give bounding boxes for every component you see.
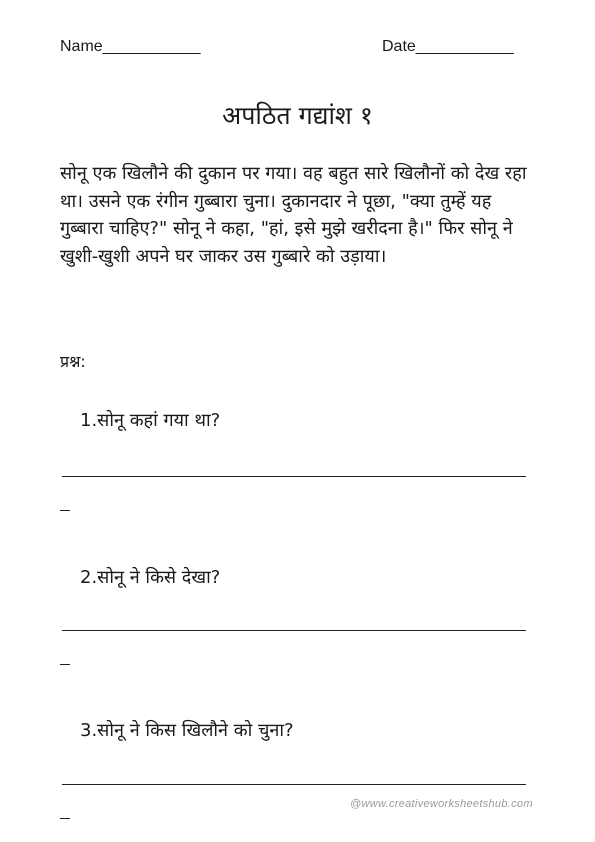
answer-line-3-tail	[60, 818, 70, 819]
date-field[interactable]: Date___________	[382, 38, 514, 55]
answer-line-3[interactable]	[62, 784, 526, 785]
answer-line-1[interactable]	[62, 476, 526, 477]
answer-line-2[interactable]	[62, 630, 526, 631]
question-1: 1.सोनू कहां गया था?	[80, 410, 221, 431]
passage-text: सोनू एक खिलौने की दुकान पर गया। वह बहुत सारे खिलौनों को देख रहा था। उसने एक रंगीन गुब्बारा चुना। दुकानदार ने पूछा, "क्या तुम्हें यह गुब्बारा चाहिए?" सोनू ने कहा, "हां, इसे मुझे खरीदना है।" फिर सोनू ने खुशी-खुशी अपने घर जाकर उस गुब्बारे को उड़ाया।	[60, 163, 527, 267]
worksheet-title: अपठित गद्यांश १	[222, 101, 373, 130]
question-2: 2.सोनू ने किसे देखा?	[80, 567, 221, 588]
answer-line-1-tail	[60, 510, 70, 511]
name-field[interactable]: Name___________	[60, 38, 201, 55]
questions-label: प्रश्न:	[60, 352, 86, 371]
question-3: 3.सोनू ने किस खिलौने को चुना?	[80, 720, 294, 741]
watermark: @www.creativeworksheetshub.com	[350, 798, 533, 810]
answer-line-2-tail	[60, 664, 70, 665]
